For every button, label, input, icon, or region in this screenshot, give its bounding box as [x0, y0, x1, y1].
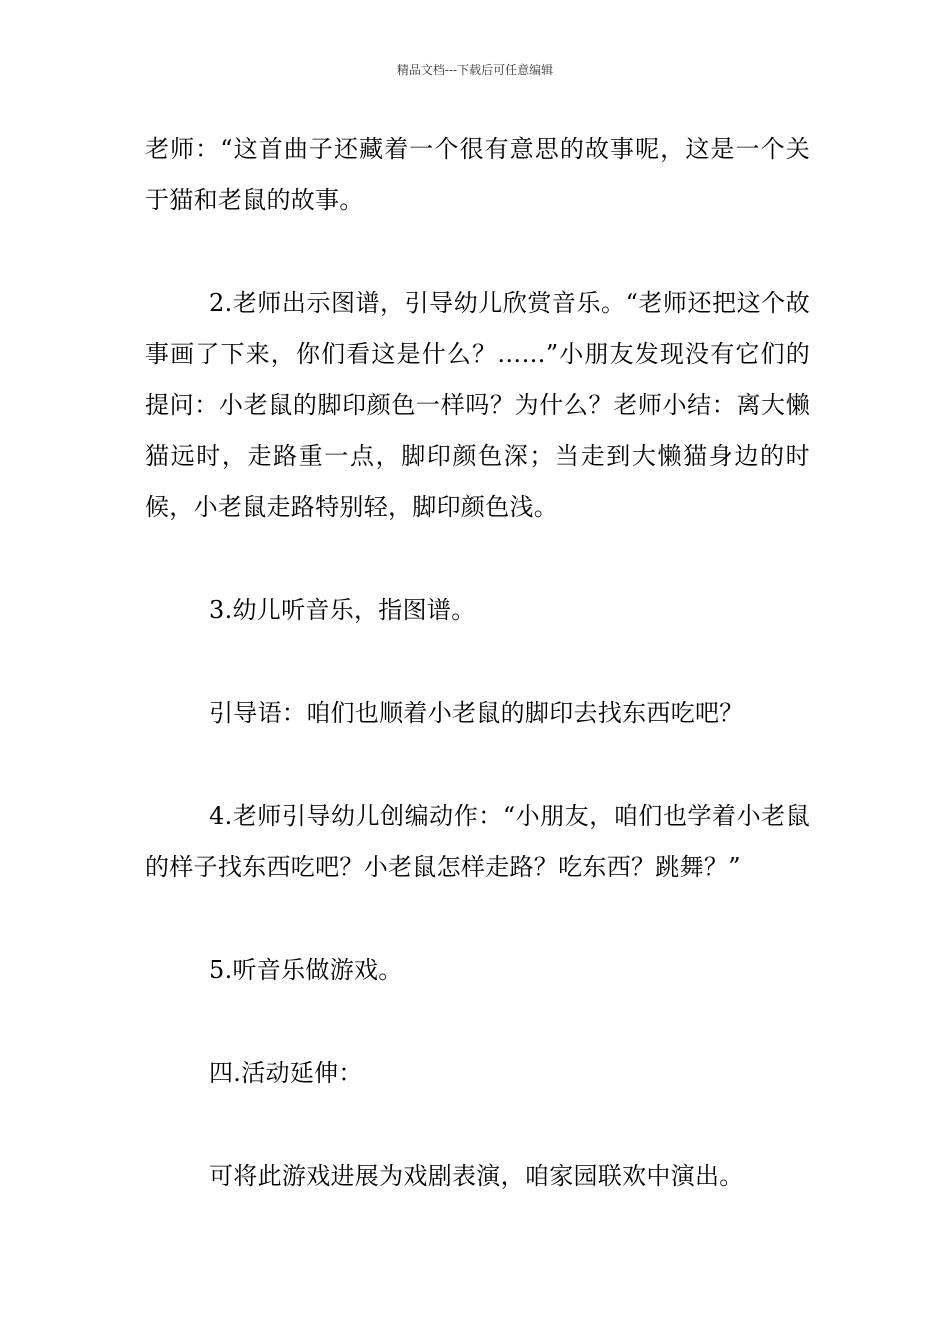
paragraph-gap	[145, 739, 810, 791]
paragraph-guiding-words: 引导语：咱们也顺着小老鼠的脚印去找东西吃吧？	[209, 699, 744, 727]
paragraph-extension: 可将此游戏进展为戏剧表演，咱家园联欢中演出。	[209, 1162, 744, 1190]
paragraph-gap	[145, 996, 810, 1048]
paragraph-gap	[145, 226, 810, 278]
paragraph-gap	[145, 533, 810, 585]
paragraph-step-2: 2.老师出示图谱，引导幼儿欣赏音乐。“老师还把这个故事画了下来，你们看这是什么？……”小朋友发现没有它们的提问：小老鼠的脚印颜色一样吗？为什么？老师小结：离大懒猫远时，走路重一点，脚印颜色深；当走到大懒猫身边的时候，小老鼠走路特别轻，脚印颜色浅。	[145, 289, 810, 521]
paragraph-teacher-story: 老师：“这首曲子还藏着一个很有意思的故事呢，这是一个关于猫和老鼠的故事。	[145, 135, 810, 214]
document-body	[145, 124, 810, 1202]
paragraph-gap	[145, 636, 810, 688]
paragraph-gap	[145, 893, 810, 945]
paragraph-gap	[145, 1099, 810, 1151]
page-header: 精品文档---下载后可任意编辑	[396, 63, 554, 77]
paragraph-step-5: 5.听音乐做游戏。	[209, 956, 403, 984]
paragraph-step-4: 4.老师引导幼儿创编动作：“小朋友，咱们也学着小老鼠的样子找东西吃吧？小老鼠怎样走路？吃东西？跳舞？”	[145, 802, 810, 881]
section-heading-extension: 四.活动延伸：	[209, 1059, 363, 1087]
paragraph-step-3: 3.幼儿听音乐，指图谱。	[209, 596, 476, 624]
